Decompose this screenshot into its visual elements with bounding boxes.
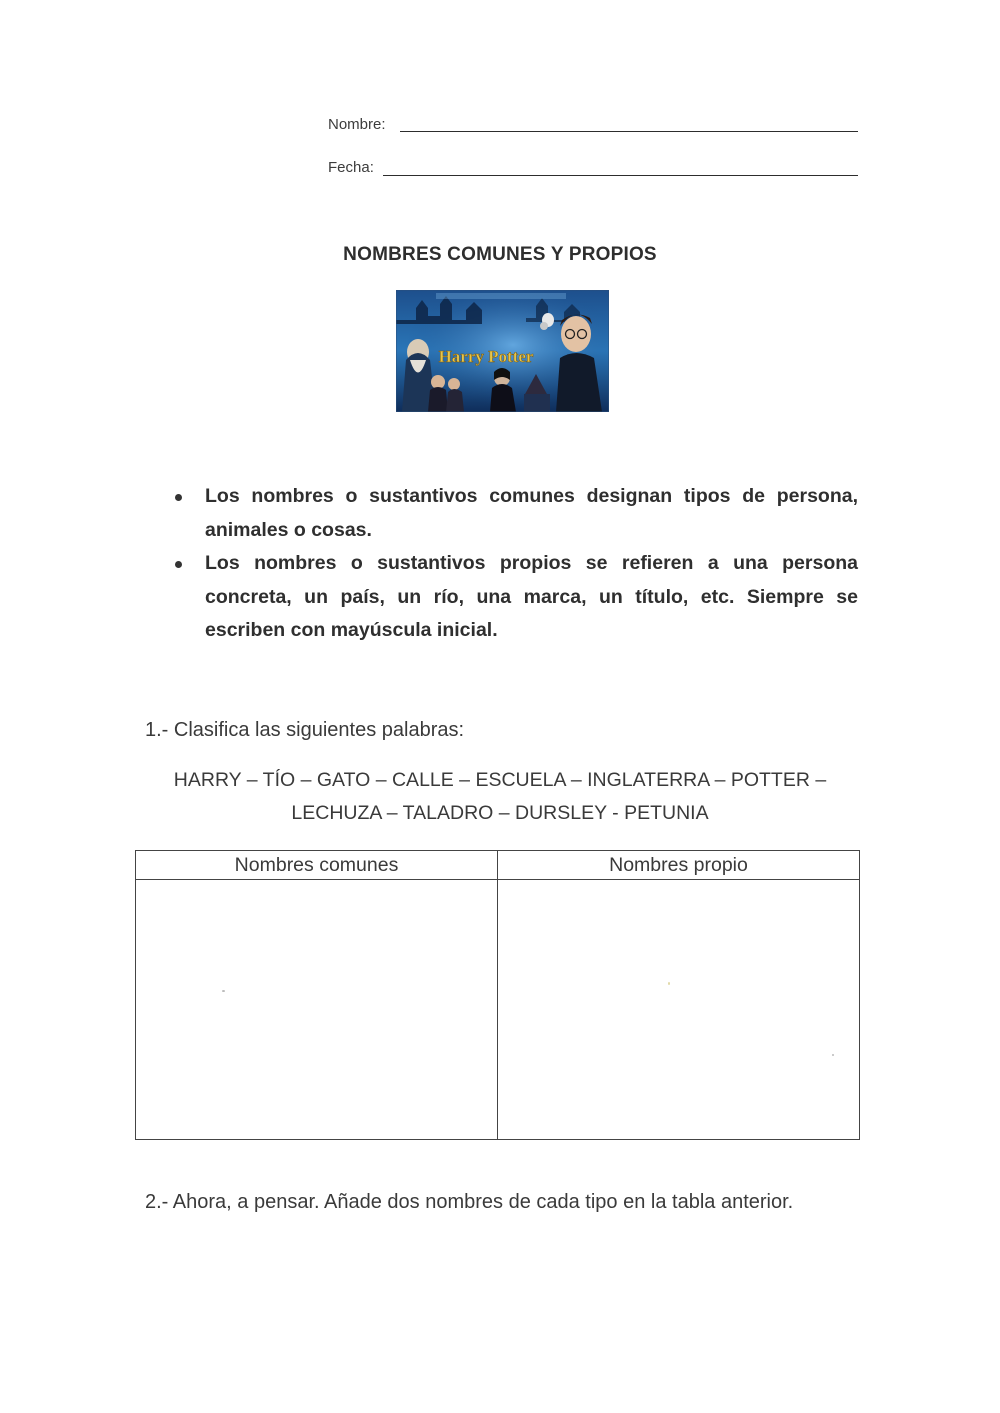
scan-speck — [222, 990, 225, 992]
name-label: Nombre: — [328, 116, 386, 133]
date-field[interactable] — [383, 175, 858, 176]
poster-logo-text: Harry Potter — [438, 347, 534, 366]
bullet-icon — [175, 561, 182, 568]
date-label: Fecha: — [328, 159, 374, 176]
exercise-1-prompt: 1.- Clasifica las siguientes palabras: — [145, 719, 465, 741]
word-list-line-2: LECHUZA – TALADRO – DURSLEY - PETUNIA — [291, 802, 709, 824]
common-nouns-answer-cell[interactable] — [136, 880, 498, 1140]
rule-proper-nouns: Los nombres o sustantivos propios se refieren a una persona concreta, un país, un río, una marca, un título, etc. Siempre se escriben con mayúscula inicial. — [168, 547, 858, 648]
rule-common-nouns: Los nombres o sustantivos comunes designan tipos de persona, animales o cosas. — [168, 480, 858, 547]
classification-table — [135, 850, 860, 1140]
page-title: NOMBRES COMUNES Y PROPIOS — [343, 244, 657, 265]
name-field[interactable] — [400, 131, 858, 132]
bullet-icon — [175, 494, 182, 501]
rules-list — [168, 480, 858, 648]
scan-speck — [832, 1054, 834, 1056]
proper-nouns-answer-cell[interactable] — [498, 880, 860, 1140]
exercise-2-prompt: 2.- Ahora, a pensar. Añade dos nombres de cada tipo en la tabla anterior. — [145, 1191, 794, 1213]
header-proper-nouns: Nombres propio — [498, 851, 860, 880]
header-common-nouns: Nombres comunes — [136, 851, 498, 880]
scan-speck — [668, 982, 670, 985]
word-list-line-1: HARRY – TÍO – GATO – CALLE – ESCUELA – INGLATERRA – POTTER – — [173, 769, 827, 791]
harry-potter-poster-image — [396, 290, 609, 412]
